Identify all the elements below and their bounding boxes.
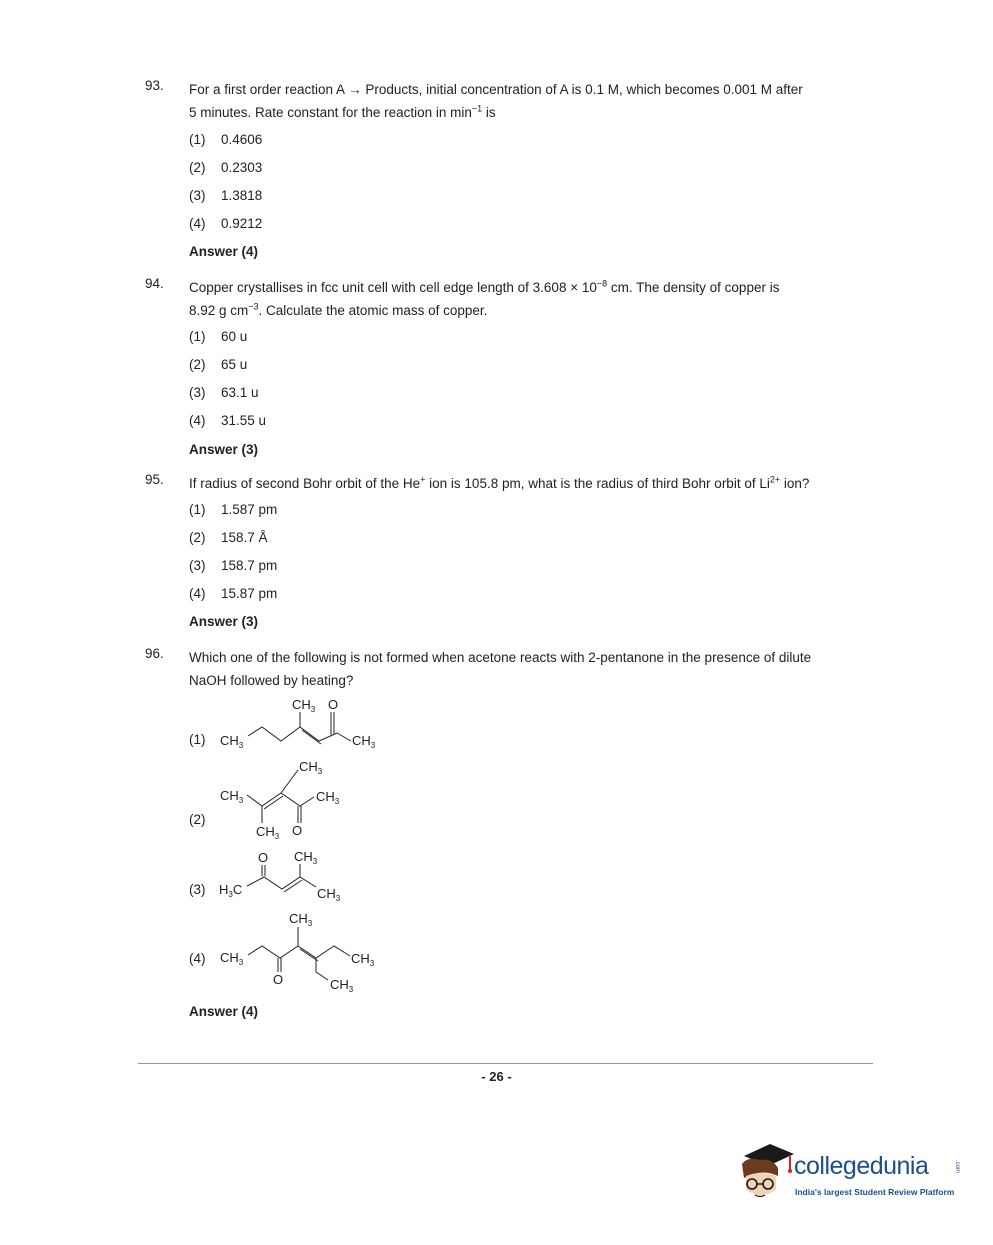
page-number: - 26 - [481,1069,512,1084]
svg-text:O: O [328,697,339,712]
answer: Answer (4) [189,244,259,259]
option-1: (1) 1.587 pm [189,502,278,517]
svg-text:H3C: $H_3C$ [219,882,243,899]
question-text: If radius of second Bohr orbit of the He+ ion is 105.8 pm, what is the radius of third Bohr orbit of $Li^{2+}$ ion? [189,474,810,491]
question-number: 94. [145,276,164,291]
svg-text:CH3: $CH_3$ [220,733,244,750]
svg-text:O: O [258,850,269,865]
structure-2 [220,759,340,841]
option-1: (1) 60 u [189,329,248,344]
answer: Answer (4) [189,1004,259,1019]
logo-com: .com [954,1160,960,1174]
logo-name: collegedunia [794,1152,929,1180]
option-4: (4) [189,951,206,966]
option-2: (2) 0.2303 [189,160,263,175]
option-1: (1) [189,732,206,747]
option-4: (4) 31.55 u [189,413,267,428]
option-3: (3) 1.3818 [189,188,263,203]
svg-text:CH3: $CH_3$ [351,951,375,968]
svg-text:CH3: $CH_3$ [317,886,341,903]
option-1: (1) 0.4606 [189,132,263,147]
logo-tagline: India's largest Student Review Platform [795,1187,955,1197]
svg-text:O: O [273,972,284,987]
structure-1 [220,697,376,750]
mascot-icon [738,1138,796,1210]
option-3: (3) 63.1 u [189,385,259,400]
question-number: 96. [145,646,164,661]
answer: Answer (3) [189,442,259,457]
svg-text:CH3: $CH_3$ [299,759,323,776]
svg-text:CH3: $CH_3$ [256,824,280,841]
option-2: (2) 158.7 Å [189,530,268,545]
svg-text:CH3: $CH_3$ [220,950,244,967]
svg-text:CH3: $CH_3$ [289,911,313,928]
question-text: Copper crystallises in fcc unit cell with cell edge length of $3.608 \times 10^{-8}$ cm. The density of copper is 8.92 g $cm^{-3}$. Calculate the atomic mass of copper. [189,278,780,318]
question-number: 95. [145,472,164,487]
option-2: (2) [189,812,206,827]
option-3: (3) [189,882,206,897]
svg-text:CH3: $CH_3$ [294,849,318,866]
option-4: (4) 0.9212 [189,216,263,231]
svg-text:CH3: $CH_3$ [316,789,340,806]
question-number: 93. [145,78,164,93]
option-2: (2) 65 u [189,357,248,372]
question-text: Which one of the following is not formed when acetone reacts with 2-pentanone in the presence of dilute NaOH followed by heating? [189,650,812,688]
question-text: For a first order reaction A → Products, initial concentration of A is 0.1 M, which becomes 0.001 M after 5 minutes. Rate constant for the reaction in $\min^{-1}$ is [189,82,803,120]
answer: Answer (3) [189,614,259,629]
collegedunia-logo [738,1138,963,1210]
option-3: (3) 158.7 pm [189,558,278,573]
footer-rule [138,1063,873,1064]
svg-text:CH3: $CH_3$ [292,697,316,714]
svg-text:O: O [292,823,303,838]
option-4: (4) 15.87 pm [189,586,278,601]
svg-text:CH3: $CH_3$ [352,733,376,750]
structure-3 [219,849,341,903]
svg-text:CH3: $CH_3$ [330,977,354,994]
structure-4 [220,911,375,994]
svg-text:CH3: $CH_3$ [220,788,244,805]
